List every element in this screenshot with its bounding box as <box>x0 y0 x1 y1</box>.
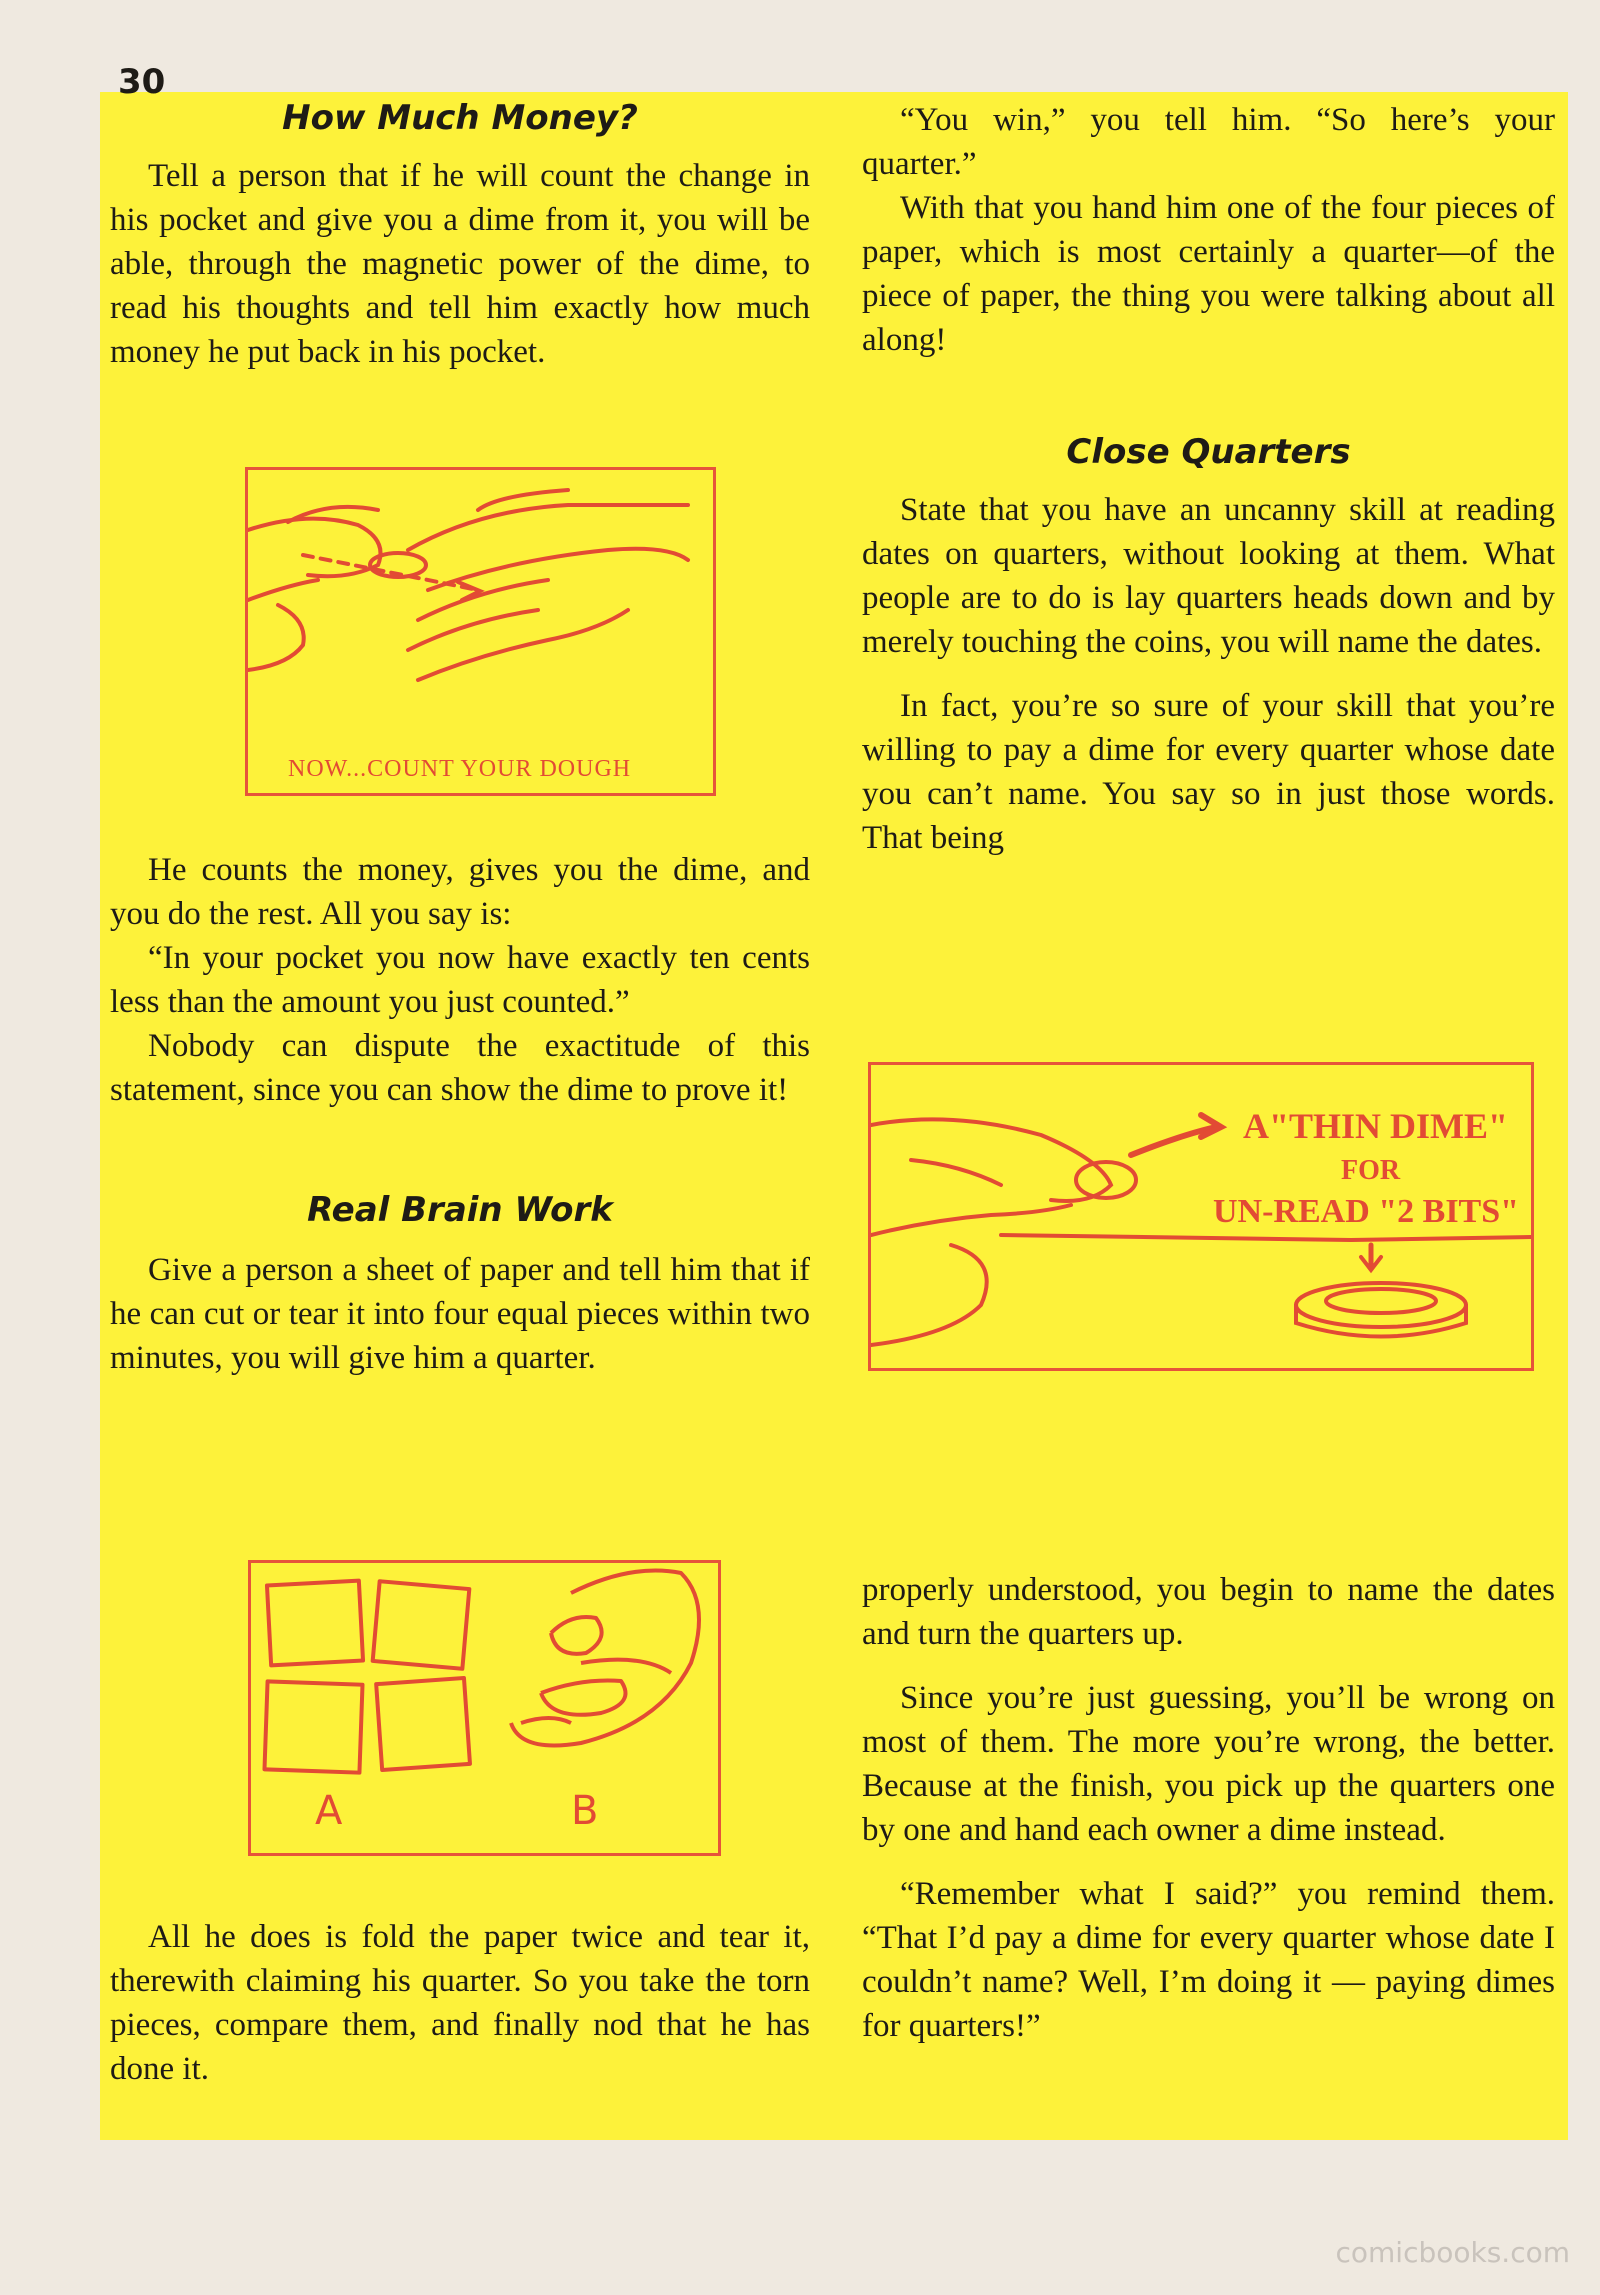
heading-close-quarters: Close Quarters <box>1066 432 1351 472</box>
right-column-bottom <box>862 1568 1555 2048</box>
close-quarters-p5: “Remember what I said?” you remind them. “That I’d pay a dime for every quarter whose date I couldn’t name? Well, I’m doing it — paying dimes for quarters!” <box>862 1876 1555 2044</box>
illustration-caption: NOW...COUNT YOUR DOUGH <box>288 756 632 782</box>
illustration-line1: A"THIN DIME" <box>1243 1106 1508 1146</box>
continued-p1: “You win,” you tell him. “So here’s your quarter.” <box>862 102 1555 182</box>
watermark: comicbooks.com <box>1335 2236 1570 2269</box>
illustration-line3: UN-READ "2 BITS" <box>1213 1193 1520 1230</box>
illustration-torn-paper <box>248 1560 721 1856</box>
right-column <box>862 92 1555 860</box>
how-much-money-p3: “In your pocket you now have exactly ten cents less than the amount you just counted.” <box>110 940 810 1020</box>
hands-coin-drawing <box>248 470 713 793</box>
left-column <box>110 92 810 374</box>
continued-p2: With that you hand him one of the four pieces of paper, which is most certainly a quarter—of the piece of paper, the thing you were talking about all along! <box>862 190 1555 358</box>
left-column-continued <box>110 848 810 1380</box>
illustration-line2: FOR <box>1341 1155 1401 1186</box>
close-quarters-p4: Since you’re just guessing, you’ll be wrong on most of them. The more you’re wrong, the better. Because at the finish, you pick up the quarters one by one and hand each owner a dime instead. <box>862 1680 1555 1848</box>
label-b: B <box>571 1788 599 1834</box>
heading-how-much-money: How Much Money? <box>282 98 638 138</box>
left-column-bottom <box>110 1915 810 2091</box>
heading-real-brain-work: Real Brain Work <box>307 1190 613 1230</box>
illustration-thin-dime <box>868 1062 1534 1371</box>
label-a: A <box>315 1788 343 1834</box>
page-number: 30 <box>118 62 166 102</box>
close-quarters-p2: In fact, you’re so sure of your skill that you’re willing to pay a dime for every quarter whose date you can’t name. You say so in just those words. That being <box>862 688 1555 856</box>
illustration-count-dough <box>245 467 716 796</box>
close-quarters-p1: State that you have an uncanny skill at reading dates on quarters, without looking at them. What people are to do is lay quarters heads down and by merely touching the coins, you will name the dates. <box>862 492 1555 660</box>
close-quarters-p3: properly understood, you begin to name the dates and turn the quarters up. <box>862 1572 1555 1652</box>
how-much-money-p2: He counts the money, gives you the dime, and you do the rest. All you say is: <box>110 852 810 932</box>
real-brain-work-p2: All he does is fold the paper twice and tear it, therewith claiming his quarter. So you take the torn pieces, compare them, and finally nod that he has done it. <box>110 1919 810 2087</box>
how-much-money-p4: Nobody can dispute the exactitude of this statement, since you can show the dime to prove it! <box>110 1028 810 1108</box>
real-brain-work-p1: Give a person a sheet of paper and tell him that if he can cut or tear it into four equal pieces within two minutes, you will give him a quarter. <box>110 1252 810 1376</box>
how-much-money-p1: Tell a person that if he will count the change in his pocket and give you a dime from it, you will be able, through the magnetic power of the dime, to read his thoughts and tell him exactly how much money he put back in his pocket. <box>110 158 810 370</box>
